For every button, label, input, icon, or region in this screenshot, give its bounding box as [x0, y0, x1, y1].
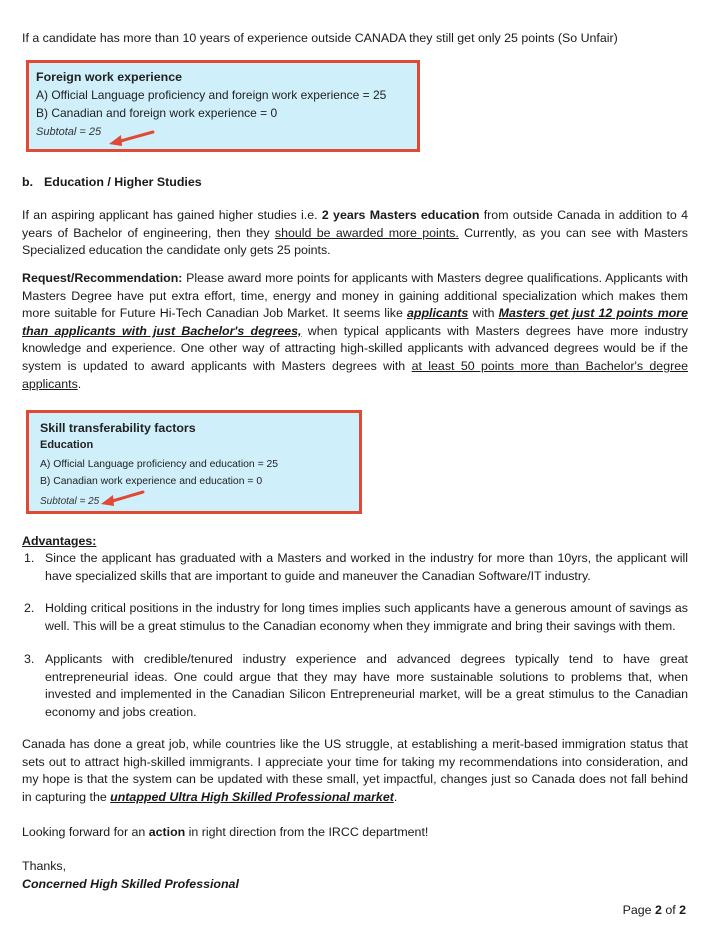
list-item: 3. Applicants with credible/tenured industry experience and advanced degrees typically tend to have great entrepreneurial ideas. One could argue that they may have more sustainable solutions to problems that, when invested and implemented in the Canadian Silicon Entrepreneurial market, will be a great stimulus to the Canadian economy and jobs creation. [24, 652, 688, 719]
intro-line: If a candidate has more than 10 years of experience outside CANADA they still get only 25 points (So Unfair) [22, 31, 618, 45]
subtotal-text: Subtotal = 25 [40, 496, 100, 507]
section-heading-b [22, 175, 202, 189]
box-line-a: A) Official Language proficiency and foreign work experience = 25 [36, 88, 387, 102]
red-arrow-icon [99, 489, 145, 509]
red-arrow-icon [107, 129, 155, 149]
thanks-line: Thanks, [22, 859, 67, 873]
signature: Concerned High Skilled Professional [22, 877, 239, 891]
box-title: Foreign work experience [36, 70, 182, 84]
closing-paragraph: Canada has done a great job, while countries like the US struggle, at establishing a merit-based immigration status that sets out to attract high-skilled immigrants. I appreciate your time for taking my recommendations into consideration, and my hope is that the system can be updated with these small, yet impactful, changes just so Canada does not fall behind in capturing the untapped Ultra High Skilled Professional market. [22, 737, 688, 804]
subtotal [36, 123, 101, 141]
subtotal [40, 493, 99, 511]
box-line-b: B) Canadian and foreign work experience = 0 [36, 106, 278, 120]
section-number: b. [22, 175, 34, 189]
box-subtitle: Education [40, 439, 94, 451]
higher-studies-paragraph: If an aspiring applicant has gained higher studies i.e. 2 years Masters education from outside Canada in addition to 4 years of Bachelor of engineering, then they should be awarded more points. Currently, as you can see with Masters Specialized education the candidate only gets 25 points. [22, 208, 688, 258]
box-line-a: A) Official Language proficiency and education = 25 [40, 459, 279, 470]
box-title: Skill transferability factors [40, 421, 196, 435]
recommendation-paragraph: Request/Recommendation: Please award more points for applicants with Masters degree qualifications. Applicants with Masters Degree have put extra effort, time, energy and money in gaining additional specialization which makes them more suitable for Future Hi-Tech Canadian Job Market. It seems like applicants with Masters get just 12 points more than applicants with just Bachelor's degrees, when typical applicants with Masters degrees have more industry knowledge and experience. One other way of attracting high-skilled applicants with advanced degrees would be if the system is updated to award applicants with Masters degrees with at least 50 points more than Bachelor's degree applicants. [22, 271, 688, 391]
page-number: Page 2 of 2 [622, 903, 686, 917]
list-item: 1. Since the applicant has graduated with a Masters and worked in the industry for more than 10yrs, the applicant will have specialized skills that are important to guide and maneuver the Canadian Software/IT industry. [24, 551, 688, 583]
looking-forward-line: Looking forward for an action in right direction from the IRCC department! [22, 825, 429, 839]
section-title: Education / Higher Studies [44, 175, 202, 189]
skill-transferability-box [26, 410, 362, 514]
list-item: 2. Holding critical positions in the industry for long times implies such applicants have a generous amount of savings as well. This will be a great stimulus to the Canadian economy when they immigrate and bring their savings with them. [24, 601, 688, 633]
advantages-heading: Advantages: [22, 534, 97, 548]
box-line-b: B) Canadian work experience and education = 0 [40, 476, 263, 487]
subtotal-text: Subtotal = 25 [36, 126, 102, 138]
foreign-work-experience-box [26, 60, 420, 152]
